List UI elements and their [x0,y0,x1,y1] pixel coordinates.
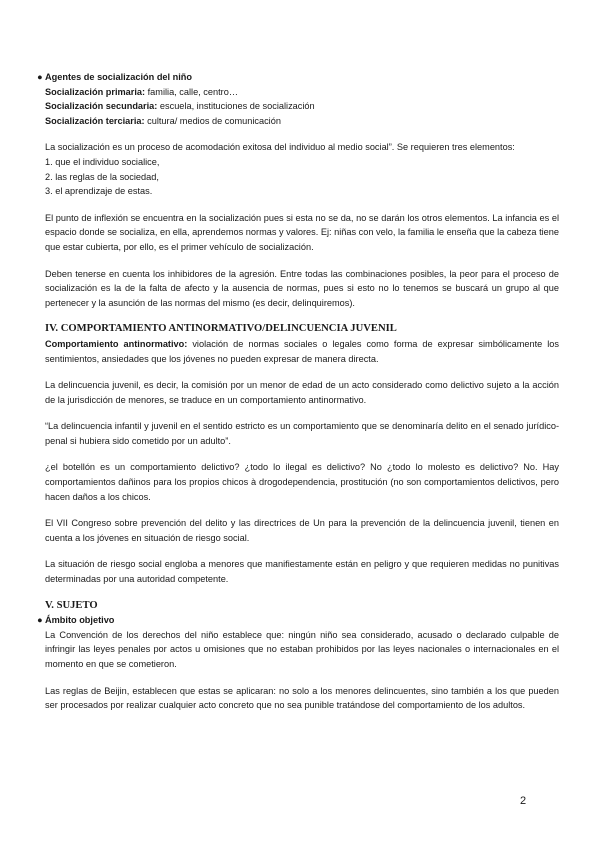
socializacion-intro: La socialización es un proceso de acomodación exitosa del individuo al medio social”. Se requieren tres elementos: [45,142,515,153]
section-iv-heading: IV. COMPORTAMIENTO ANTINORMATIVO/DELINCUENCIA JUVENIL [45,323,397,335]
ambito-objetivo-heading: ● Ámbito objetivo [45,613,559,628]
agentes-heading: ● Agentes de socialización del niño [45,70,559,85]
paragraph-cita: “La delincuencia infantil y juvenil en el sentido estricto es un comportamiento que se denominaría delito en el senado jurídico-penal si hubiera sido cometido por un adulto”. [45,421,559,446]
document-page [37,70,560,713]
paragraph-congreso: El VII Congreso sobre prevención del delito y las directrices de Un para la prevención de la delincuencia juvenil, tienen en cuenta a los jóvenes en situación de riesgo social. [45,518,559,543]
socializacion-primaria: Socialización primaria: familia, calle, centro… [45,86,239,97]
list-item-1: 1. que el individuo socialice, [45,156,160,167]
paragraph-convencion: La Convención de los derechos del niño establece que: ningún niño sea considerado, acusado o declarado culpable de infringir las leyes penales por actos u omisiones que no estaban prohibidos por las leyes nacionales o internacionales en el momento en que se cometieron. [45,629,559,669]
list-item-3: 3. el aprendizaje de estas. [45,186,153,197]
list-item-2: 2. las reglas de la sociedad, [45,171,159,182]
paragraph-botellon: ¿el botellón es un comportamiento delictivo? ¿todo lo ilegal es delictivo? No ¿todo lo molesto es delictivo? No. Hay comportamientos dañinos para los propios chicos à drogodependencia, prostitución (no son comportamientos delictivos, pero hacen daños a los chicos. [45,462,559,502]
bullet-icon: ● [37,72,43,82]
paragraph-inhibidores: Deben tenerse en cuenta los inhibidores de la agresión. Entre todas las combinaciones posibles, la peor para el proceso de socialización es la de la falta de afecto y la ausencia de normas, pues si esto no lo tenemos se buscará un grupo al que pertenecer y la asunción de las normas del mismo (es decir, delinquiremos). [45,268,559,308]
page-number: 2 [520,795,527,807]
paragraph-beijin: Las reglas de Beijin, establecen que estas se aplicaran: no solo a los menores delincuentes, sino también a los que pueden ser procesados por realizar cualquier acto concreto que no sea punible tratándose del comportamiento de los adultos. [45,685,559,711]
section-v-heading: V. SUJETO [45,599,98,611]
socializacion-secundaria: Socialización secundaria: escuela, instituciones de socialización [45,101,315,112]
definition-antinormativo: Comportamiento antinormativo: violación de normas sociales o legales como forma de expresar simbólicamente los sentimientos, ansiedades que los jóvenes no pueden expresar de manera directa. [45,338,560,364]
paragraph-inflexion: El punto de inflexión se encuentra en la socialización pues si esta no se da, no se darán los otros elementos. La infancia es el espacio donde se socializa, en ella, aprendemos normas y valores. Ej: niñas con velo, la familia le enseña que la cabeza tiene que estar cubierta, por ello, es el primer vehículo de socialización. [45,212,559,252]
paragraph-delincuencia: La delincuencia juvenil, es decir, la comisión por un menor de edad de un acto considerado como delictivo sujeto a la acción de la jurisdicción de menores, se traduce en un comportamiento antinormativo. [45,380,559,405]
paragraph-riesgo: La situación de riesgo social engloba a menores que manifiestamente están en peligro y que requieren medidas no punitivas determinadas por una autoridad competente. [45,559,559,585]
socializacion-terciaria: Socialización terciaria: cultura/ medios de comunicación [45,115,281,126]
bullet-icon: ● [37,615,43,626]
